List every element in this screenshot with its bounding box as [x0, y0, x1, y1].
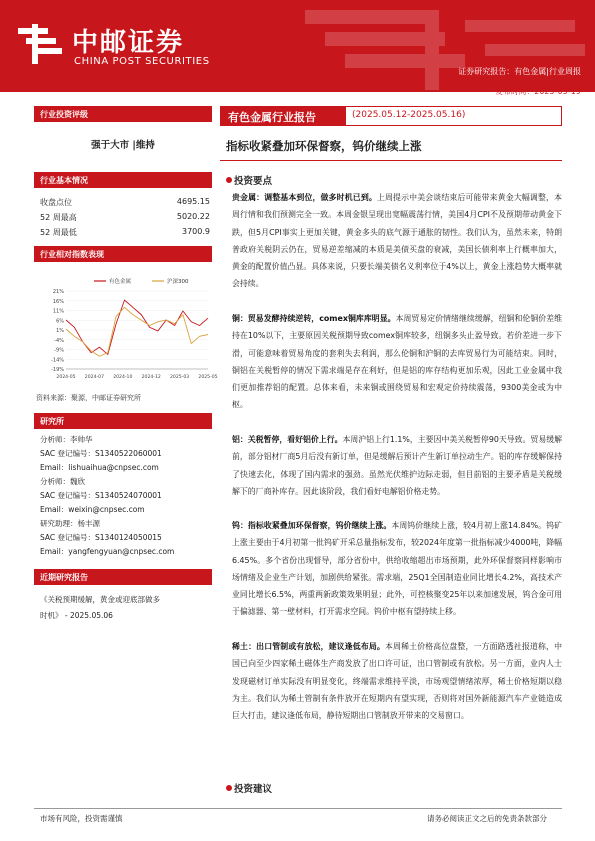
report-period: (2025.05.12-2025.05.16): [352, 110, 466, 120]
recent-report-link[interactable]: 《关税预期缓解，黄金或迎底部做多: [40, 595, 160, 604]
risk-disclaimer: 市场有风险，投资需谨慎: [40, 814, 123, 823]
y-tick-label: -14%: [51, 357, 64, 364]
y-tick-label: -4%: [54, 337, 64, 344]
x-tick-label: 2024-07: [84, 375, 105, 380]
y-tick-label: 1%: [56, 328, 64, 334]
divider: [220, 160, 562, 161]
paragraph-rare-earth: [232, 638, 562, 724]
header-banner: [0, 0, 595, 92]
report-title: 有色金属行业报告: [220, 106, 346, 126]
publish-date: 发布时间：2025-05-19: [495, 87, 581, 96]
relative-performance-chart: [38, 273, 218, 385]
basic-info-label: 52 周最高: [40, 213, 77, 222]
paragraph-lead: 钨：指标收紧叠加环保督察，钨价继续上涨。: [232, 521, 392, 530]
section-heading: 投资要点: [234, 176, 273, 187]
paragraph-lead: 铝：关税暂停，看好铝价上行。: [232, 435, 343, 444]
footer-note: 请务必阅读正文之后的免责条款部分: [427, 814, 547, 823]
basic-info-label: 52 周最低: [40, 228, 77, 237]
analyst-line: 分析师：魏欣: [40, 477, 85, 486]
x-tick-label: 2025-05: [198, 375, 218, 380]
recent-report-link[interactable]: 时机》 - 2025.05.06: [40, 611, 113, 620]
y-tick-label: 6%: [56, 318, 64, 325]
x-tick-label: 2024-12: [141, 375, 161, 380]
basic-info-value: 5020.22: [176, 212, 210, 221]
basic-info-value: 3700.9: [182, 227, 210, 236]
section-heading: 投资建议: [234, 784, 273, 795]
footer-divider: [34, 808, 562, 809]
industry-rating: 强于大市 |维持: [91, 140, 155, 151]
paragraph-lead: 贵金属：调整基本到位，做多时机已到。: [232, 193, 377, 202]
company-name-cn: 中邮证券: [72, 28, 185, 58]
paragraph-lead: 铜：贸易发酵持续逆转，comex铜库库明显。: [232, 314, 396, 323]
paragraph-body: 本周稀土价格高位盘整，一方面路透社报道称，中国已向至少四家稀土磁体生产商发放了出口许可证，出口管制或有放松。另一方面，业内人士发现磁材订单实际没有明显变化，终端需求维持平淡，市场观望情绪浓厚，稀土价格短期以稳为主。我们认为稀土管制有条件放开在短期内有望实现，否则将对国外新能源汽车产业链造成巨大打击，建议逢低布局，静待短期出口管制放开带来的交易窗口。: [232, 642, 562, 721]
basic-info-label: 收盘点位: [40, 198, 72, 207]
paragraph-body: 本周钨价继续上涨，较4月初上涨14.84%。钨矿上涨主要由于4月初第一批钨矿开采总量指标发布，较2024年度第一批指标减少4000吨，降幅6.45%。多个省份出现督导，部分省份中，供给收缩超出市场预期，此外环保督察同样影响市场情绪及企业生产计划，加剧供给紧张。需求端，25Q1全国制造业同比增长4.2%，高技术产业同比增长6.5%，两重两新政策效果明显；此外，可控核聚变25年以来加速发展，钨合金可用于偏滤器、第一壁材料，打开需求空间。钨价中枢有望持续上移。: [232, 521, 562, 617]
analyst-line: SAC 登记编号：S1340522060001: [40, 449, 162, 458]
analyst-email[interactable]: Email：weixin@cnpsec.com: [40, 505, 145, 514]
paragraph-body: 本周沪铝上行1.1%，主要因中美关税暂停90天导致。贸易缓解前，部分铝材厂商5月后没有新订单，但是缓解后预计产生新订单拉动生产。铝的库存缓解保持了快速去化，体现了国内需求的强劲。虽然光伏维护边际走弱，但目前铝的主要矛盾是关税缓解下的厂商补库存。因此该阶段，我们看好电解铝价格走势。: [232, 435, 562, 496]
paragraph-lead: 稀土：出口管制或有放松，建议逢低布局。: [232, 642, 385, 651]
y-tick-label: 16%: [52, 298, 64, 305]
y-tick-label: 11%: [52, 308, 64, 315]
y-tick-label: 21%: [52, 289, 64, 295]
paragraph-aluminum: [232, 431, 562, 500]
analyst-email[interactable]: Email：yangfengyuan@cnpsec.com: [40, 547, 175, 556]
company-name-en: CHINA POST SECURITIES: [74, 56, 210, 67]
basic-info-section-header: 行业基本情况: [34, 172, 212, 188]
company-logo-icon: [18, 24, 62, 64]
analyst-line: SAC 登记编号：S1340524070001: [40, 491, 162, 500]
section-bullet-icon: [226, 177, 232, 183]
section-bullet-icon: [226, 785, 232, 791]
y-tick-label: -19%: [51, 367, 64, 373]
series-line: [66, 307, 208, 356]
paragraph-tungsten: [232, 517, 562, 621]
analyst-line: 分析师：李帅华: [40, 435, 93, 444]
x-tick-label: 2024-05: [56, 375, 76, 380]
paragraph-copper: [232, 310, 562, 414]
x-tick-label: 2024-10: [113, 375, 133, 380]
report-type: 证券研究报告：有色金属|行业周报: [458, 67, 581, 76]
legend-label: 沪深300: [167, 279, 189, 285]
paragraph-precious-metals: [232, 189, 562, 293]
x-tick-label: 2025-03: [169, 375, 190, 380]
paragraph-body: 上周提示中美会谈结束后可能带来黄金大幅调整，本周行情和我们预测完全一致。本周金银呈现出宽幅震荡行情，美国4月CPI不及预期带动黄金下跌，但5月CPI事实上更加关键，黄金多头的底气源于通胀的韧性。我们认为，虽然未来，特朗普政府关税阴云仍在，贸易逆差缩减的本质是美债买盘的衰减，美国长债利率上行概率加大，黄金的配置价值凸显。具体来说，只要长端美债名义利率位于4%以上，黄金上涨趋势大概率就会持续。: [232, 193, 562, 289]
performance-section-header: 行业相对指数表现: [34, 246, 212, 262]
basic-info-value: 4695.15: [176, 197, 210, 206]
rating-section-header: 行业投资评级: [34, 106, 212, 122]
main-headline: 指标收紧叠加环保督察，钨价继续上涨: [226, 139, 422, 153]
paragraph-body: 本周贸易定价情绪继续缓解，纽铜和伦铜价差维持在10%以下，主要原因关税预期导致comex铜库较多，纽铜多头止盈导致。若价差进一步下滑，可能意味着贸易角度的套利失去利润，那么伦铜和沪铜的去库贸易行为可能结束。同时，铜铝在关税暂停的情况下需求端是存在利好，但是铝的库存结构更加乐观，因此工业金属中我们更加推荐铝的配置。总体来看，未来铜或围绕贸易和宏观定价持续震荡，9300美金或为中枢。: [232, 314, 562, 410]
analyst-section-header: 研究所: [34, 413, 212, 429]
y-tick-label: -9%: [54, 347, 64, 354]
chart-source: 资料来源：聚源，中邮证券研究所: [36, 394, 141, 402]
analyst-line: SAC 登记编号：S1340124050015: [40, 533, 162, 542]
analyst-line: 研究助理：杨丰源: [40, 519, 100, 528]
banner-watermark: [265, 0, 595, 92]
analyst-email[interactable]: Email：lishuaihua@cnpsec.com: [40, 463, 159, 472]
legend-label: 有色金属: [109, 279, 132, 285]
recent-reports-section-header: 近期研究报告: [34, 569, 212, 585]
